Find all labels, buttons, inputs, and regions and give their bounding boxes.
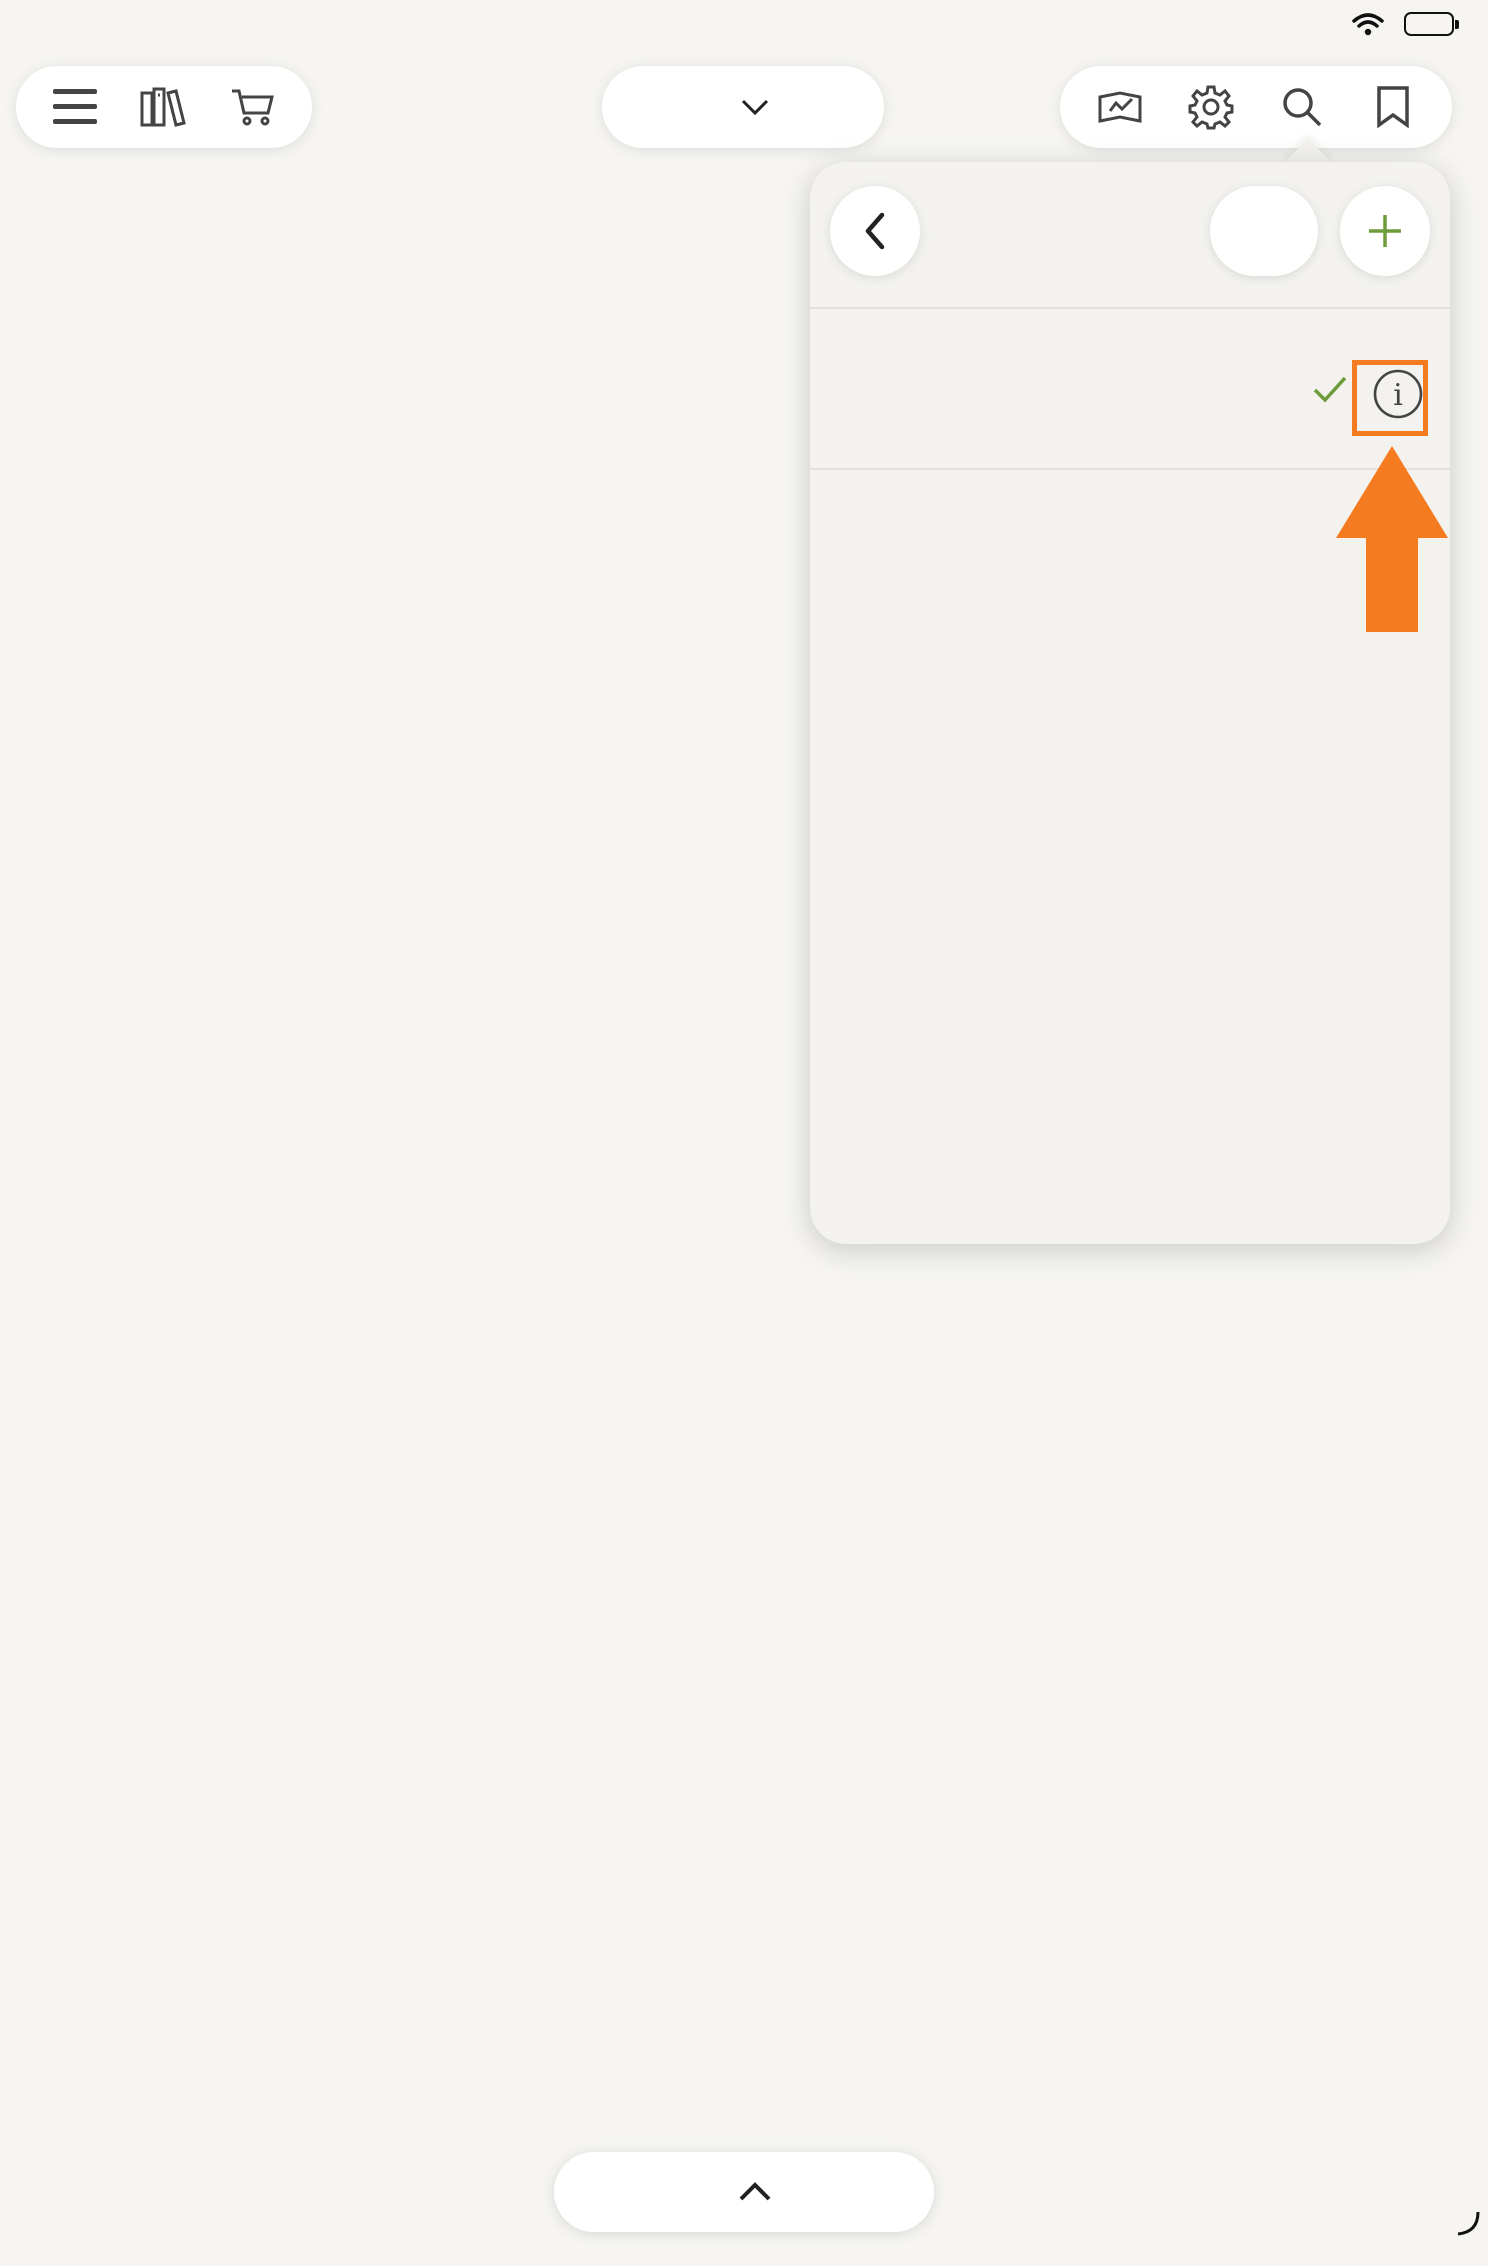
chevron-up-icon [738,2181,772,2203]
arrow-up-icon [1336,446,1448,636]
checkmark-icon [1312,374,1348,404]
battery-icon [1404,12,1454,36]
open-study-center-button[interactable] [554,2152,934,2232]
highlight-box [1352,360,1428,436]
bible-column-left [76,258,704,397]
gear-icon[interactable] [1181,77,1241,137]
reading-plan-icon[interactable] [1090,77,1150,137]
back-button[interactable] [830,186,920,276]
popover-header [810,162,1450,308]
wifi-icon [1352,12,1384,36]
svg-text:i: i [1393,378,1403,413]
chevron-down-icon [740,97,770,117]
right-toolbar [1060,66,1452,148]
edit-button[interactable] [1210,186,1318,276]
plus-icon [1367,213,1403,249]
cart-icon[interactable] [223,77,283,137]
search-range-popover [810,162,1450,1244]
library-icon[interactable] [134,77,194,137]
reference-selector[interactable] [602,66,884,148]
status-bar [0,0,1488,60]
bookmark-icon[interactable] [1363,77,1423,137]
header-divider [810,307,1450,309]
search-icon[interactable] [1272,77,1332,137]
add-filter-button[interactable] [1340,186,1430,276]
custom-filter-row[interactable] [874,352,1424,456]
resize-handle-icon[interactable] [1456,2210,1482,2238]
left-toolbar [16,66,312,148]
status-right [1352,12,1454,36]
menu-icon[interactable] [45,77,105,137]
status-time [32,14,55,45]
chevron-left-icon [862,211,888,251]
